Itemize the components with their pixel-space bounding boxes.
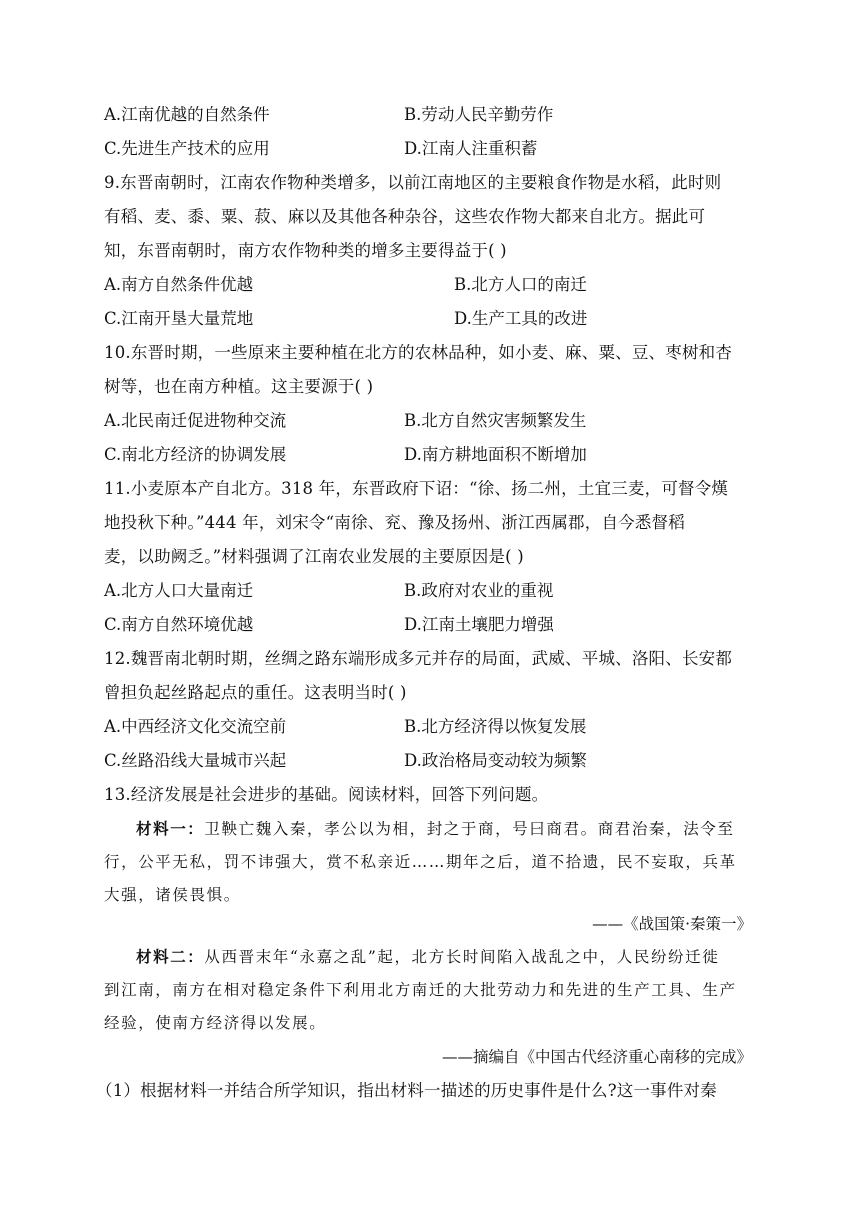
q11-option-d: D.江南土壤肥力增强	[404, 615, 554, 634]
q9-text-line-3: 知，东晋南朝时，南方农作物种类的增多主要得益于( )	[104, 241, 507, 260]
q12-option-d: D.政治格局变动较为频繁	[404, 751, 587, 770]
material-1-line-2: 行，公平无私，罚不讳强大，赏不私亲近……期年之后，道不拾遗，民不妄取，兵革	[104, 853, 737, 871]
q8-option-c: C.先进生产技术的应用	[104, 139, 270, 158]
q12-option-b: B.北方经济得以恢复发展	[404, 717, 587, 736]
q10-option-d: D.南方耕地面积不断增加	[404, 445, 587, 464]
q8-option-b: B.劳动人民辛勤劳作	[404, 105, 554, 124]
q11-option-b: B.政府对农业的重视	[404, 581, 554, 600]
material-1-label: 材料一：	[136, 819, 205, 838]
q8-option-a: A.江南优越的自然条件	[104, 105, 270, 124]
material-2-line-2: 到江南，南方在相对稳定条件下利用北方南迁的大批劳动力和先进的生产工具、生产	[104, 981, 737, 999]
q12-option-a: A.中西经济文化交流空前	[104, 717, 287, 736]
q11-text-line-2: 地投秋下种。”444 年，刘宋令“南徐、兖、豫及扬州、浙江西属郡，自今悉督稻	[104, 513, 685, 532]
material-2-label: 材料二：	[136, 947, 205, 966]
q12-text-line-2: 曾担负起丝路起点的重任。这表明当时( )	[104, 683, 407, 702]
material-2-line-1	[136, 946, 719, 968]
q13-subquestion-1: （1）根据材料一并结合所学知识，指出材料一描述的历史事件是什么?这一事件对秦	[96, 1081, 717, 1100]
material-2-source: ——摘编自《中国古代经济重心南移的完成》	[441, 1048, 752, 1066]
material-2-line-3: 经验，使南方经济得以发展。	[104, 1014, 327, 1032]
material-2-text-1: 从西晋末年“永嘉之乱”起，北方长时间陷入战乱之中，人民纷纷迁徙	[204, 948, 720, 966]
q11-option-c: C.南方自然环境优越	[104, 615, 254, 634]
q8-option-d: D.江南人注重积蓄	[404, 139, 538, 158]
material-1-line-3: 大强，诸侯畏惧。	[104, 886, 241, 904]
q9-option-c: C.江南开垦大量荒地	[104, 309, 254, 328]
q10-text-line-1: 10.东晋时期，一些原来主要种植在北方的农林品种，如小麦、麻、粟、豆、枣树和杏	[104, 343, 733, 362]
q11-text-line-1: 11.小麦原本产自北方。318 年，东晋政府下诏：“徐、扬二州，土宜三麦，可督令熯	[104, 479, 729, 498]
q9-option-d: D.生产工具的改进	[454, 309, 588, 328]
q9-text-line-1: 9.东晋南朝时，江南农作物种类增多，以前江南地区的主要粮食作物是水稻，此时则	[104, 173, 722, 192]
q9-text-line-2: 有稻、麦、黍、粟、菽、麻以及其他各种杂谷，这些农作物大都来自北方。据此可	[104, 207, 706, 226]
q11-option-a: A.北方人口大量南迁	[104, 581, 254, 600]
q9-option-b: B.北方人口的南迁	[454, 275, 587, 294]
q10-option-c: C.南北方经济的协调发展	[104, 445, 287, 464]
q11-text-line-3: 麦，以助阙乏。”材料强调了江南农业发展的主要原因是( )	[104, 547, 524, 566]
q13-intro: 13.经济发展是社会进步的基础。阅读材料，回答下列问题。	[104, 785, 549, 804]
material-1-text-1: 卫鞅亡魏入秦，孝公以为相，封之于商，号曰商君。商君治秦，法令至	[204, 820, 735, 838]
q10-option-a: A.北民南迁促进物种交流	[104, 411, 287, 430]
q9-option-a: A.南方自然条件优越	[104, 275, 254, 294]
material-1-source: ——《战国策·秦策一》	[592, 915, 752, 933]
q10-text-line-2: 树等，也在南方种植。这主要源于( )	[104, 377, 374, 396]
material-1-line-1	[136, 818, 735, 840]
q10-option-b: B.北方自然灾害频繁发生	[404, 411, 587, 430]
q12-text-line-1: 12.魏晋南北朝时期，丝绸之路东端形成多元并存的局面，武威、平城、洛阳、长安都	[104, 649, 733, 668]
q12-option-c: C.丝路沿线大量城市兴起	[104, 751, 287, 770]
